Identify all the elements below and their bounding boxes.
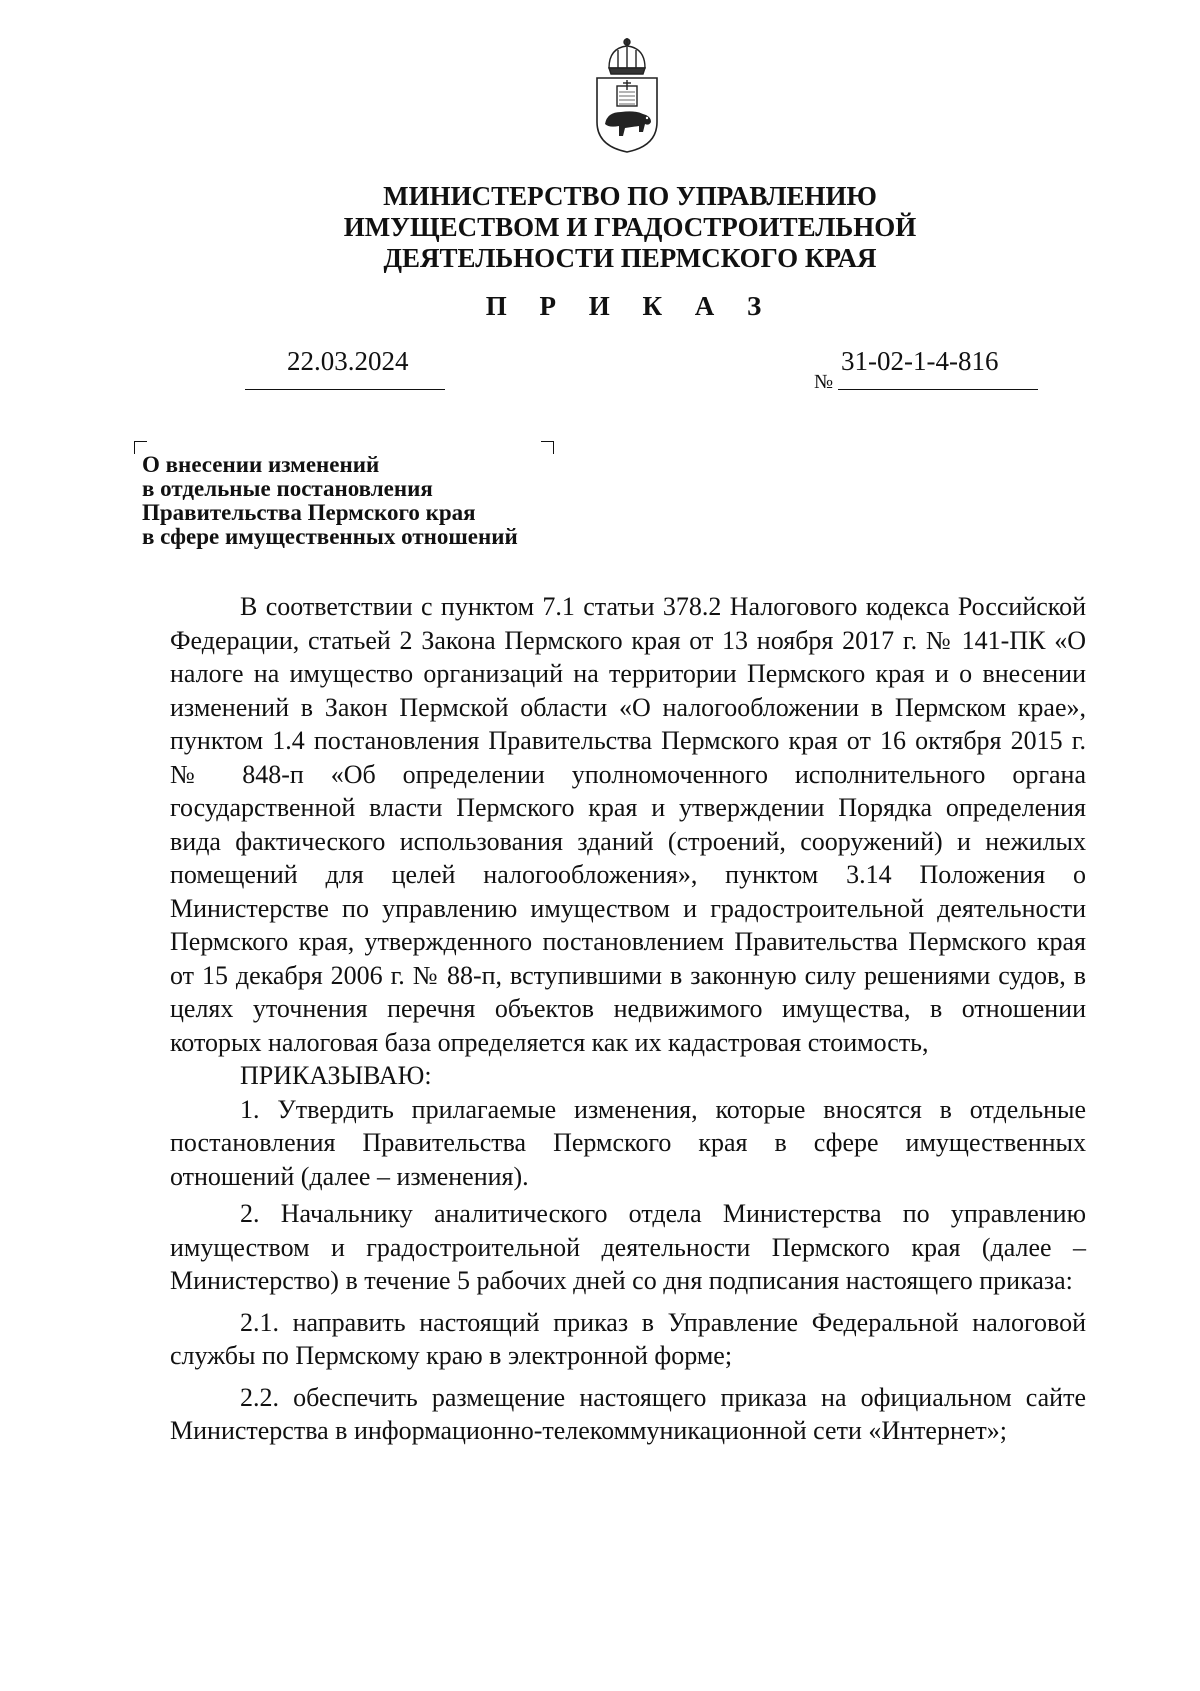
document-number: 31-02-1-4-816	[841, 346, 999, 376]
document-subject	[142, 453, 662, 549]
order-item-2-2: 2.2. обеспечить размещение настоящего приказа на официальном сайте Министерства в информационно-телекоммуникационной сети «Интернет»;	[170, 1382, 1086, 1445]
date-underline	[245, 389, 445, 390]
ministry-name-line: ДЕЯТЕЛЬНОСТИ ПЕРМСКОГО КРАЯ	[383, 243, 877, 273]
ministry-name	[220, 181, 1040, 274]
subject-line: в отдельные постановления	[142, 476, 433, 501]
number-underline	[838, 389, 1038, 390]
subject-line: Правительства Пермского края	[142, 500, 476, 525]
document-type-title: П Р И К А З	[485, 291, 775, 321]
order-item-2: 2. Начальнику аналитического отдела Министерства по управлению имуществом и градостроительной деятельности Пермского края (далее – Министерство) в течение 5 рабочих дней со дня подписания настоящего приказа:	[170, 1199, 1086, 1295]
number-sign: №	[814, 371, 834, 393]
subject-line: в сфере имущественных отношений	[142, 524, 518, 549]
preamble-paragraph: В соответствии с пунктом 7.1 статьи 378.2 Налогового кодекса Российской Федерации, статьей 2 Закона Пермского края от 13 ноября 2017 г. № 141-ПК «О налоге на имущество организаций на территории Пермского края и о внесении изменений в Закон Пермской области «О налогообложении в Пермском крае», пунктом 1.4 постановления Правительства Пермского края от 16 октября 2015 г. № 848-п «Об определении уполномоченного исполнительного органа государственной власти Пермского края и утверждении Порядка определения вида фактического использования зданий (строений, сооружений) и нежилых помещений для целей налогообложения», пунктом 3.14 Положения о Министерстве по управлению имуществом и градостроительной деятельности Пермского края, утвержденного постановлением Правительства Пермского края от 15 декабря 2006 г. № 88-п, вступившими в законную силу решениями судов, в целях уточнения перечня объектов недвижимого имущества, в отношении которых налоговая база определяется как их кадастровая стоимость,	[170, 592, 1086, 1057]
order-item-2-1: 2.1. направить настоящий приказ в Управление Федеральной налоговой службы по Пермскому краю в электронной форме;	[170, 1307, 1086, 1370]
decree-word: ПРИКАЗЫВАЮ:	[240, 1061, 432, 1090]
subject-line: О внесении изменений	[142, 452, 380, 477]
document-date: 22.03.2024	[287, 346, 409, 376]
ministry-name-line: МИНИСТЕРСТВО ПО УПРАВЛЕНИЮ	[383, 181, 877, 211]
ministry-name-line: ИМУЩЕСТВОМ И ГРАДОСТРОИТЕЛЬНОЙ	[343, 212, 917, 242]
order-item-1: 1. Утвердить прилагаемые изменения, которые вносятся в отдельные постановления Правительства Пермского края в сфере имущественных отношений (далее – изменения).	[170, 1094, 1086, 1191]
coat-of-arms-icon	[589, 38, 665, 154]
document-body	[170, 590, 1086, 1448]
